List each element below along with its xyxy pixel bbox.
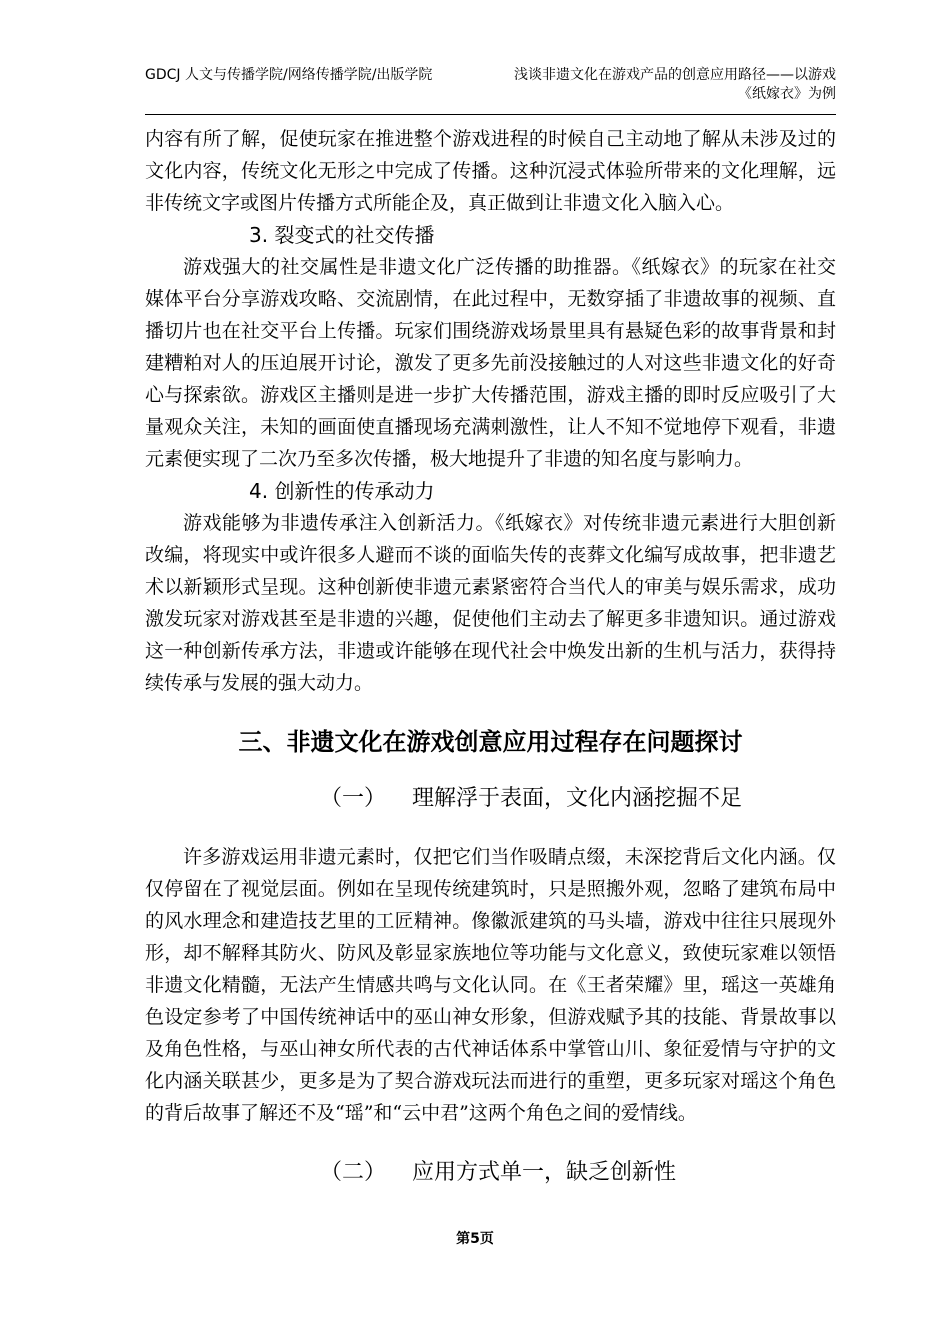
section-3-title: 三、非遗文化在游戏创意应用过程存在问题探讨 (238, 728, 743, 756)
header-title-line-2: 《纸嫁衣》为例 (738, 86, 836, 102)
subsection-1-heading (145, 783, 836, 815)
paragraph-subsection-1: 许多游戏运用非遗元素时，仅把它们当作吸睛点缀，未深挖背后文化内涵。仅仅停留在了视觉层面。例如在呈现传统建筑时，只是照搬外观，忽略了建筑布局中的风水理念和建造技艺里的工匠精神。像徽派建筑的马头墙，游戏中往往只展现外形，却不解释其防火、防风及彰显家族地位等功能与文化意义，致使玩家难以领悟非遗文化精髓，无法产生情感共鸣与文化认同。在《王者荣耀》里，瑶这一英雄角色设定参考了中国传统神话中的巫山神女形象，但游戏赋予其的技能、背景故事以及角色性格，与巫山神女所代表的古代神话体系中掌管山川、象征爱情与守护的文化内涵关联甚少，更多是为了契合游戏玩法而进行的重塑，更多玩家对瑶这个角色的背后故事了解还不及“瑶”和“云中君”这两个角色之间的爱情线。 (145, 846, 836, 1124)
subheading-3: 3. 裂变式的社交传播 (249, 223, 435, 247)
subsection-1-number: （一） (320, 786, 387, 811)
page-header (145, 66, 836, 115)
paragraph-intro: 内容有所了解，促使玩家在推进整个游戏进程的时候自己主动地了解从未涉及过的文化内容，传统文化无形之中完成了传播。这种沉浸式体验所带来的文化理解，远非传统文字或图片传播方式所能企及，真正做到让非遗文化入脑入心。 (145, 128, 836, 214)
subsection-2-heading (145, 1157, 836, 1189)
subheading-4: 4. 创新性的传承动力 (249, 479, 435, 503)
page-number: 第5页 (456, 1231, 494, 1247)
page-body (145, 123, 836, 1189)
subsection-2-title: 应用方式单一，缺乏创新性 (412, 1160, 677, 1185)
header-institution: GDCJ 人文与传播学院/网络传播学院/出版学院 (145, 67, 433, 83)
subsection-2-number: （二） (320, 1160, 387, 1185)
subsection-1-title: 理解浮于表面，文化内涵挖掘不足 (412, 786, 743, 811)
header-title-line-1: 浅谈非遗文化在游戏产品的创意应用路径——以游戏 (514, 67, 836, 83)
paragraph-3: 游戏强大的社交属性是非遗文化广泛传播的助推器。《纸嫁衣》的玩家在社交媒体平台分享游戏攻略、交流剧情，在此过程中，无数穿插了非遗故事的视频、直播切片也在社交平台上传播。玩家们围绕游戏场景里具有悬疑色彩的故事背景和封建糟粕对人的压迫展开讨论，激发了更多先前没接触过的人对这些非遗文化的好奇心与探索欲。游戏区主播则是进一步扩大传播范围，游戏主播的即时反应吸引了大量观众关注，未知的画面使直播现场充满刺激性，让人不知不觉地停下观看，非遗元素便实现了二次乃至多次传播，极大地提升了非遗的知名度与影响力。 (145, 256, 836, 470)
paragraph-4: 游戏能够为非遗传承注入创新活力。《纸嫁衣》对传统非遗元素进行大胆创新改编，将现实中或许很多人避而不谈的面临失传的丧葬文化编写成故事，把非遗艺术以新颖形式呈现。这种创新使非遗元素紧密符合当代人的审美与娱乐需求，成功激发玩家对游戏甚至是非遗的兴趣，促使他们主动去了解更多非遗知识。通过游戏这一种创新传承方法，非遗或许能够在现代社会中焕发出新的生机与活力，获得持续传承与发展的强大动力。 (145, 512, 836, 694)
header-paper-title (514, 66, 836, 104)
